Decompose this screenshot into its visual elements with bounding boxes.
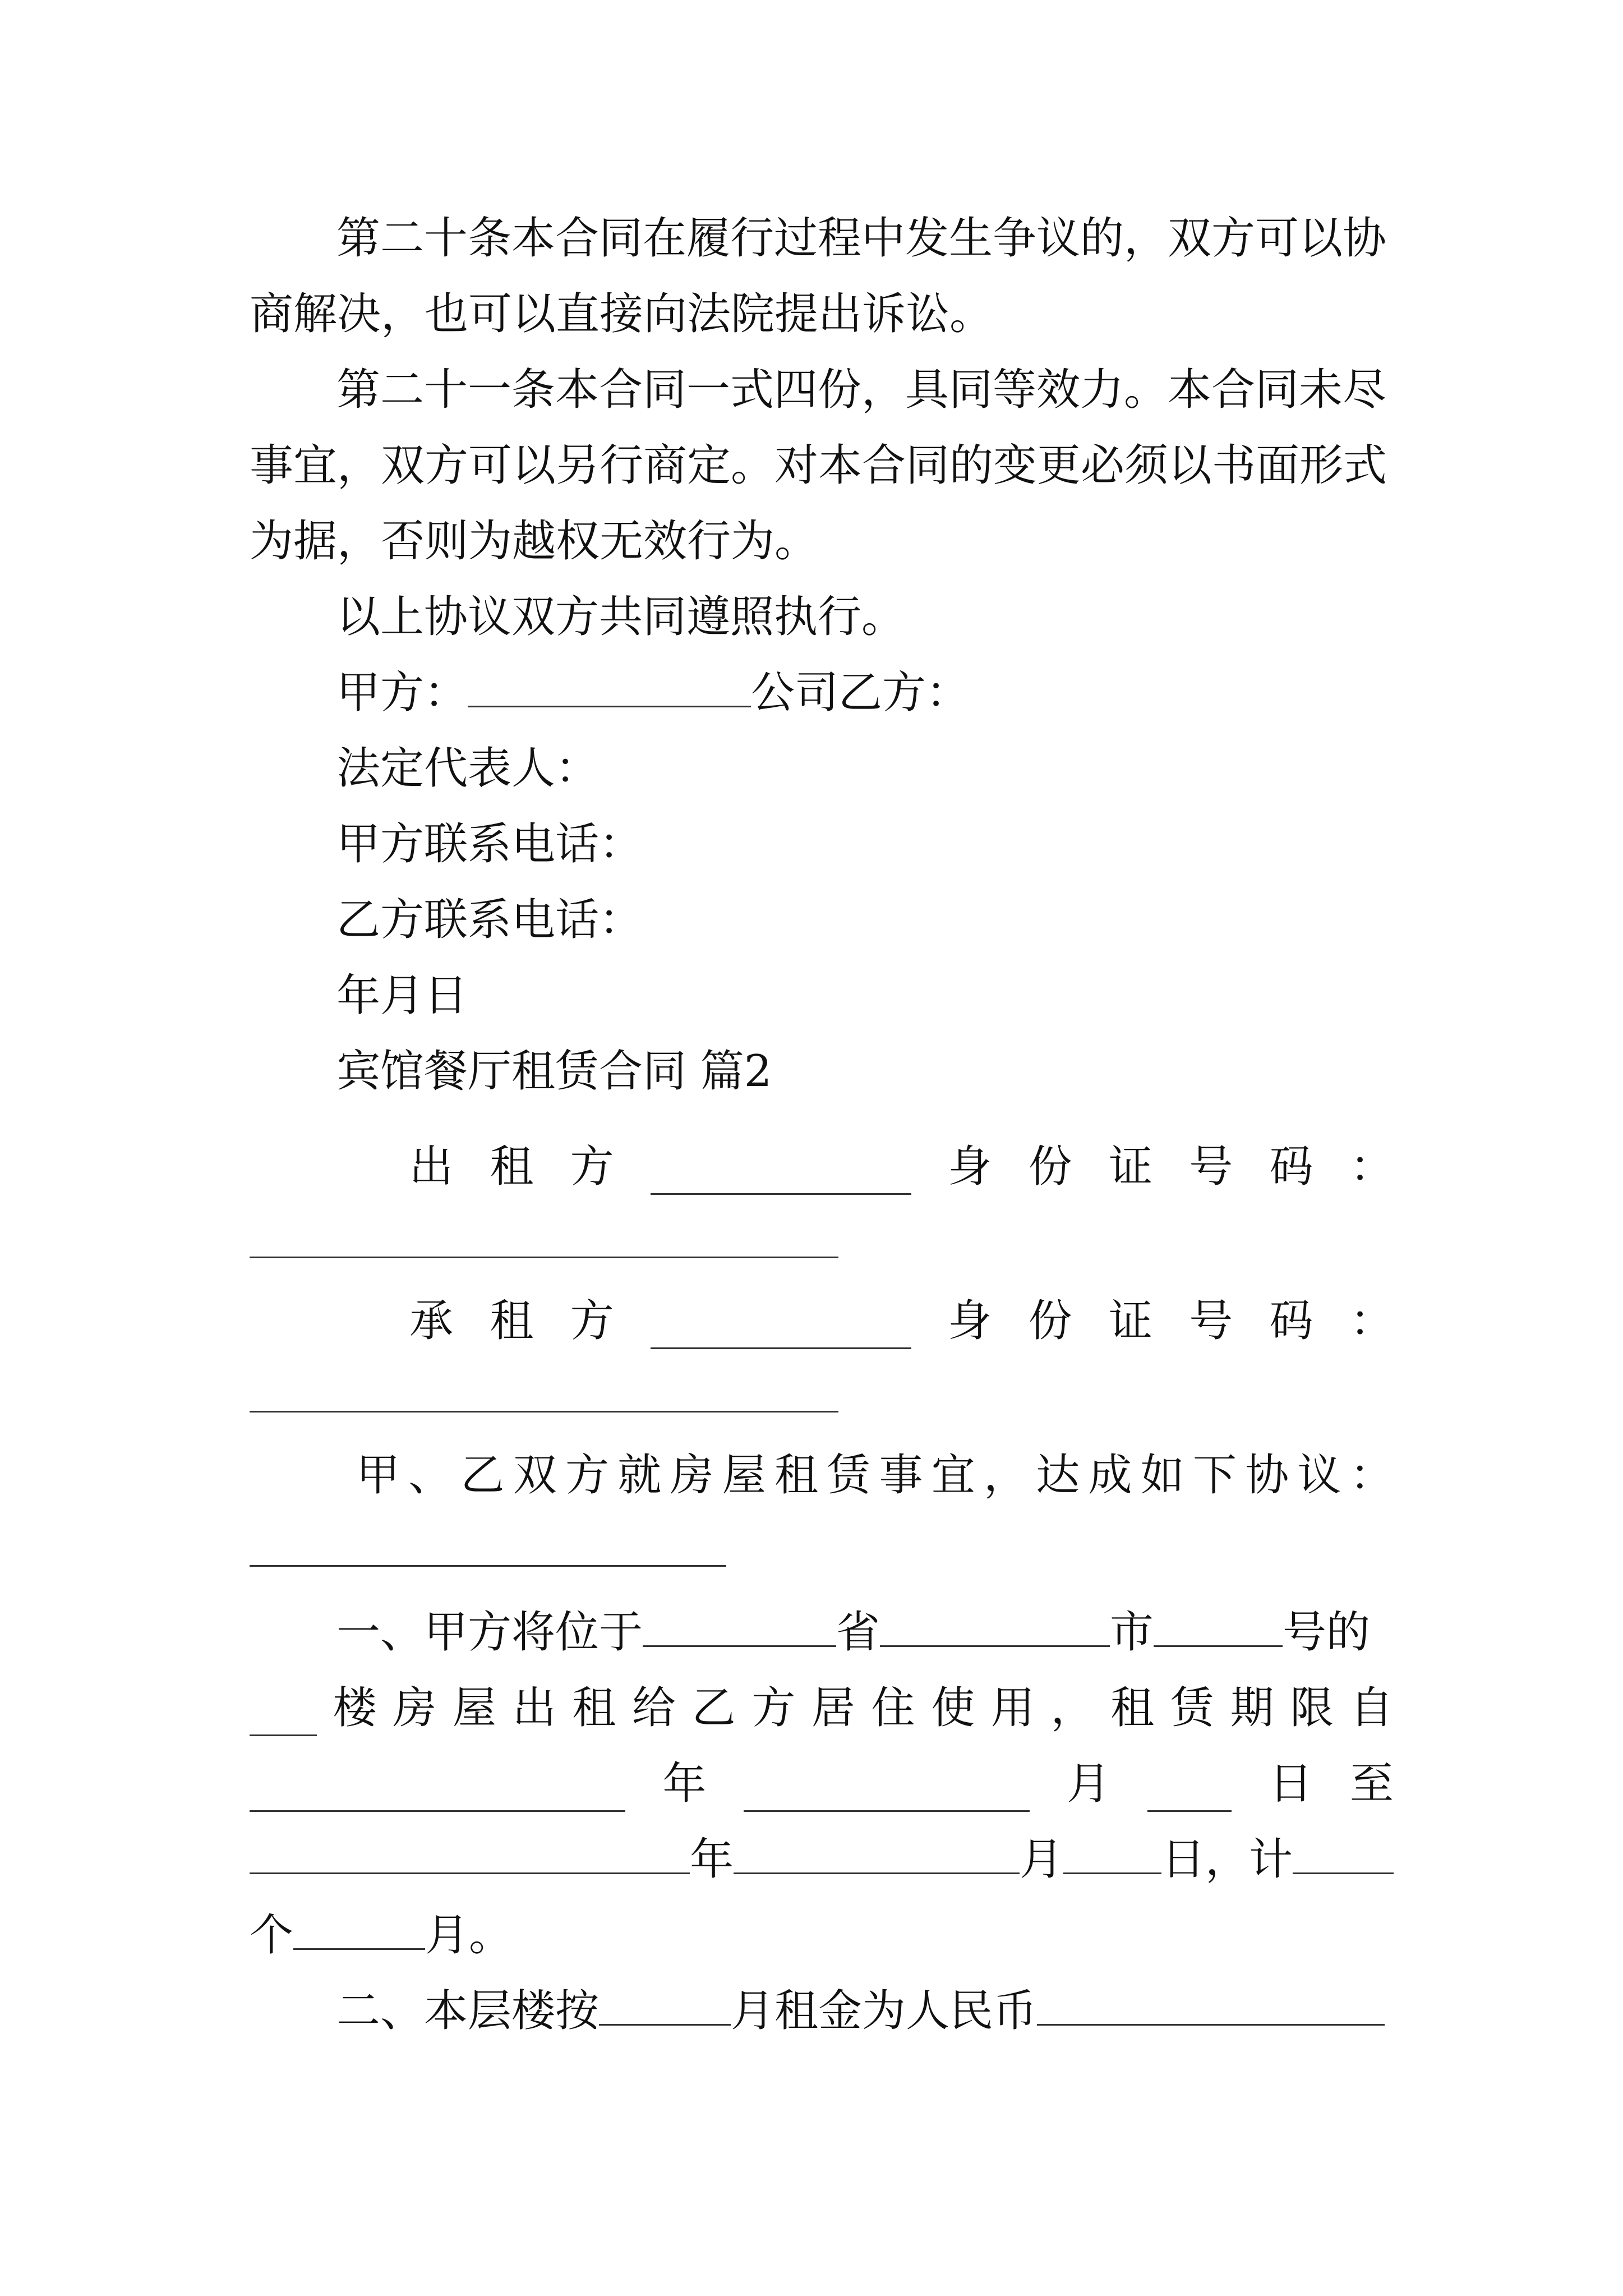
year-label: 年	[662, 1759, 707, 1809]
party-b-phone: 乙方联系电话：	[336, 895, 643, 945]
intro-blank	[250, 1565, 726, 1567]
clause-1-line-1	[336, 1604, 1370, 1660]
clause-char: 自	[1349, 1683, 1394, 1733]
id-label-char: 份	[1028, 1296, 1072, 1346]
intro-char: 议	[1297, 1450, 1341, 1501]
intro-char: 甲	[356, 1450, 400, 1501]
intro-char: 达	[1036, 1450, 1080, 1501]
id-label-char: 号	[1189, 1296, 1233, 1346]
id-label-char: 身	[948, 1296, 992, 1346]
party-a-suffix: 公司乙方：	[751, 668, 970, 718]
lessor-id-blank	[250, 1257, 838, 1258]
intro-char: ，	[984, 1450, 1028, 1501]
clause-char: 出	[512, 1683, 556, 1733]
number-blank	[1154, 1606, 1283, 1647]
intro-char: 宜	[931, 1450, 975, 1501]
start-day-blank	[1147, 1771, 1232, 1812]
section-title: 宾馆餐厅租赁合同 篇2	[336, 1046, 772, 1097]
end-month-blank	[734, 1833, 1020, 1874]
clause-2-prefix: 二、本层楼按	[336, 1986, 600, 2036]
province-blank	[643, 1606, 836, 1647]
id-label-char: 身	[948, 1142, 992, 1192]
clause-2-line-1	[336, 1983, 1385, 2039]
id-label-char: ：	[1349, 1296, 1394, 1346]
intro-char: ：	[1349, 1450, 1394, 1501]
rent-amount-blank	[1037, 1985, 1385, 2026]
clause-char: 住	[871, 1683, 915, 1733]
clause-char: ，	[1050, 1683, 1095, 1733]
months-blank	[293, 1909, 425, 1950]
id-label-char: 证	[1108, 1142, 1152, 1192]
months-label: 月。	[425, 1910, 513, 1961]
intro-char: 协	[1245, 1450, 1289, 1501]
article-21-line-1: 第二十一条本合同一式四份，具同等效力。本合同未尽	[336, 365, 1387, 415]
intro-char: 就	[617, 1450, 662, 1501]
agreement-statement: 以上协议双方共同遵照执行。	[336, 592, 906, 642]
lessee-char: 租	[490, 1296, 534, 1346]
number-label: 号的	[1283, 1607, 1371, 1658]
intro-char: 房	[670, 1450, 714, 1501]
clause-char: 赁	[1170, 1683, 1214, 1733]
signing-date: 年月日	[336, 970, 468, 1021]
intro-char: 租	[774, 1450, 819, 1501]
end-year-blank	[250, 1833, 690, 1874]
intro-char: 如	[1140, 1450, 1184, 1501]
to-label: 至	[1349, 1759, 1394, 1809]
clause-char: 使	[931, 1683, 975, 1733]
article-21-line-2: 事宜，双方可以另行商定。对本合同的变更必须以书面形式	[250, 440, 1387, 491]
clause-char: 乙	[691, 1683, 736, 1733]
lessee-id-blank	[250, 1411, 838, 1412]
clause-1-line-5	[250, 1907, 513, 1963]
legal-representative: 法定代表人：	[336, 743, 600, 794]
lessee-char: 方	[570, 1296, 614, 1346]
intro-char: 下	[1193, 1450, 1237, 1501]
clause-char: 居	[811, 1683, 855, 1733]
city-blank	[880, 1606, 1110, 1647]
id-label-char: 号	[1189, 1142, 1233, 1192]
start-month-blank	[744, 1771, 1030, 1812]
clause-char: 限	[1290, 1683, 1334, 1733]
clause-char: 屋	[452, 1683, 496, 1733]
intro-line	[250, 1447, 1394, 1503]
clause-char: 房	[393, 1683, 437, 1733]
month-label: 月	[1066, 1759, 1110, 1809]
intro-char: 方	[565, 1450, 610, 1501]
id-label-char: 份	[1028, 1142, 1072, 1192]
day-label: 日	[1269, 1759, 1313, 1809]
end-day-label: 日，计	[1161, 1834, 1293, 1885]
party-a-phone: 甲方联系电话：	[336, 819, 643, 869]
party-a-label: 甲方：	[336, 668, 468, 718]
floor-blank	[250, 1695, 317, 1736]
id-label-char: 码	[1269, 1296, 1313, 1346]
lessee-line	[250, 1293, 1394, 1349]
floor-rent-blank	[599, 1985, 731, 2026]
end-day-blank	[1063, 1833, 1161, 1874]
intro-char: 乙	[460, 1450, 505, 1501]
start-year-blank	[250, 1771, 625, 1812]
article-20-line-2: 商解决，也可以直接向法院提出诉讼。	[250, 289, 994, 339]
id-label-char: ：	[1349, 1142, 1394, 1192]
clause-char: 租	[1110, 1683, 1155, 1733]
id-label-char: 证	[1108, 1296, 1152, 1346]
lessor-char: 出	[409, 1142, 454, 1192]
lessor-name-blank	[651, 1154, 911, 1195]
lessor-char: 方	[570, 1142, 614, 1192]
clause-char: 给	[631, 1683, 676, 1733]
clause-1-line-4	[250, 1832, 1394, 1888]
total-blank	[1293, 1833, 1394, 1874]
party-a-line	[336, 665, 970, 721]
party-a-blank	[468, 666, 751, 707]
intro-char: 赁	[827, 1450, 871, 1501]
clause-1-line-2	[250, 1680, 1394, 1736]
clause-char: 楼	[333, 1683, 377, 1733]
article-20-line-1: 第二十条本合同在履行过程中发生争议的，双方可以协	[336, 213, 1387, 264]
id-label-char: 码	[1269, 1142, 1313, 1192]
city-label: 市	[1110, 1607, 1154, 1658]
clause-char: 方	[751, 1683, 796, 1733]
lessee-name-blank	[651, 1308, 911, 1349]
end-year-label: 年	[690, 1834, 734, 1885]
lessor-line	[250, 1139, 1394, 1195]
article-21-line-3: 为据，否则为越权无效行为。	[250, 516, 819, 567]
intro-char: 屋	[722, 1450, 766, 1501]
intro-char: 成	[1088, 1450, 1132, 1501]
rent-label: 月租金为人民币	[731, 1986, 1038, 2036]
count-unit: 个	[250, 1910, 294, 1961]
clause-1-prefix: 一、甲方将位于	[336, 1607, 643, 1658]
intro-char: 、	[408, 1450, 453, 1501]
lessor-char: 租	[490, 1142, 534, 1192]
clause-1-line-3	[250, 1756, 1394, 1812]
intro-char: 事	[879, 1450, 923, 1501]
province-label: 省	[836, 1607, 880, 1658]
lessee-char: 承	[409, 1296, 454, 1346]
end-month-label: 月	[1020, 1834, 1064, 1885]
clause-char: 租	[572, 1683, 616, 1733]
clause-char: 期	[1230, 1683, 1274, 1733]
intro-char: 双	[513, 1450, 557, 1501]
clause-char: 用	[990, 1683, 1035, 1733]
